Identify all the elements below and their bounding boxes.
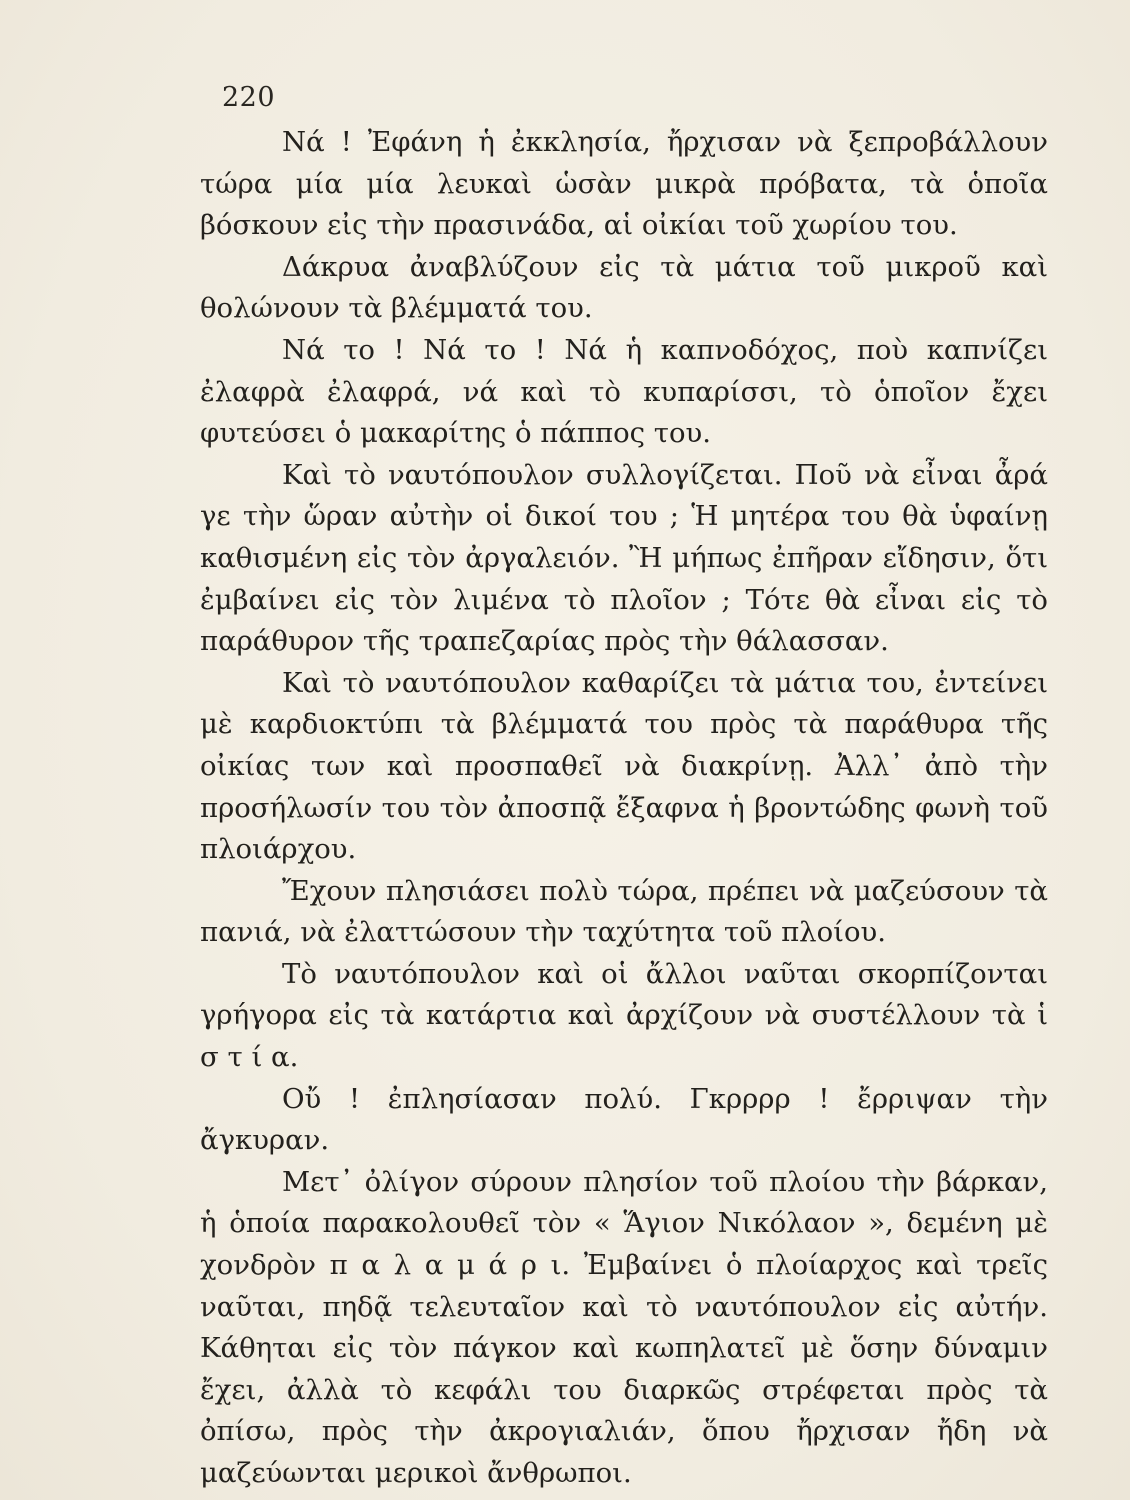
- paragraph: Τὸ ναυτόπουλον καὶ οἱ ἄλλοι ναῦται σκορπίζονται γρήγορα εἰς τὰ κατάρτια καὶ ἀρχίζουν νὰ συστέλλουν τὰ ἱ σ τ ί α.: [200, 957, 1048, 1074]
- paragraph: Ἔχουν πλησιάσει πολὺ τώρα, πρέπει νὰ μαζεύσουν τὰ πανιά, νὰ ἐλαττώσουν τὴν ταχύτητα τοῦ πλοίου.: [200, 874, 1048, 949]
- body-text: [200, 122, 1048, 1495]
- paragraph: Μετ᾽ ὀλίγον σύρουν πλησίον τοῦ πλοίου τὴν βάρκαν, ἡ ὁποία παρακολουθεῖ τὸν « Ἅγιον Νικόλαον », δεμένη μὲ χονδρὸν π α λ α μ ά ρ ι. Ἐμβαίνει ὁ πλοίαρχος καὶ τρεῖς ναῦται, πηδᾷ τελευταῖον καὶ τὸ ναυτόπουλον εἰς αὐτήν. Κάθηται εἰς τὸν πάγκον καὶ κωπηλατεῖ μὲ ὅσην δύναμιν ἔχει, ἀλλὰ τὸ κεφάλι του διαρκῶς στρέφεται πρὸς τὰ ὀπίσω, πρὸς τὴν ἀκρογιαλιάν, ὅπου ἤρχισαν ἤδη νὰ μαζεύωνται μερικοὶ ἄνθρωποι.: [200, 1165, 1048, 1489]
- paragraph: Νά ! Ἐφάνη ἡ ἐκκλησία, ἤρχισαν νὰ ξεπροβάλλουν τώρα μία μία λευκαὶ ὡσὰν μικρὰ πρόβατα, τὰ ὁποῖα βόσκουν εἰς τὴν πρασινάδα, αἱ οἰκίαι τοῦ χωρίου του.: [200, 126, 1048, 242]
- paragraph: Νά το ! Νά το ! Νά ἡ καπνοδόχος, ποὺ καπνίζει ἐλαφρὰ ἐλαφρά, νά καὶ τὸ κυπαρίσσι, τὸ ὁποῖον ἔχει φυτεύσει ὁ μακαρίτης ὁ πάππος του.: [200, 333, 1048, 450]
- paragraph: Δάκρυα ἀναβλύζουν εἰς τὰ μάτια τοῦ μικροῦ καὶ θολώνουν τὰ βλέμματά του.: [200, 250, 1048, 325]
- page-number: 220: [222, 82, 276, 113]
- paragraph: Οὔ ! ἐπλησίασαν πολύ. Γκρρρρ ! ἔρριψαν τὴν ἄγκυραν.: [200, 1082, 1048, 1157]
- paragraph: Καὶ τὸ ναυτόπουλον καθαρίζει τὰ μάτια του, ἐντείνει μὲ καρδιοκτύπι τὰ βλέμματά του πρὸς τὰ παράθυρα τῆς οἰκίας των καὶ προσπαθεῖ νὰ διακρίνῃ. Ἀλλ᾽ ἀπὸ τὴν προσήλωσίν του τὸν ἀποσπᾷ ἔξαφνα ἡ βροντώδης φωνὴ τοῦ πλοιάρχου.: [200, 666, 1048, 866]
- paragraph: Καὶ τὸ ναυτόπουλον συλλογίζεται. Ποῦ νὰ εἶναι ἆρά γε τὴν ὥραν αὐτὴν οἱ δικοί του ; Ἡ μητέρα του θὰ ὑφαίνῃ καθισμένη εἰς τὸν ἀργαλειόν. Ἢ μήπως ἐπῆραν εἴδησιν, ὅτι ἐμβαίνει εἰς τὸν λιμένα τὸ πλοῖον ; Τότε θὰ εἶναι εἰς τὸ παράθυρον τῆς τραπεζαρίας πρὸς τὴν θάλασσαν.: [200, 458, 1048, 658]
